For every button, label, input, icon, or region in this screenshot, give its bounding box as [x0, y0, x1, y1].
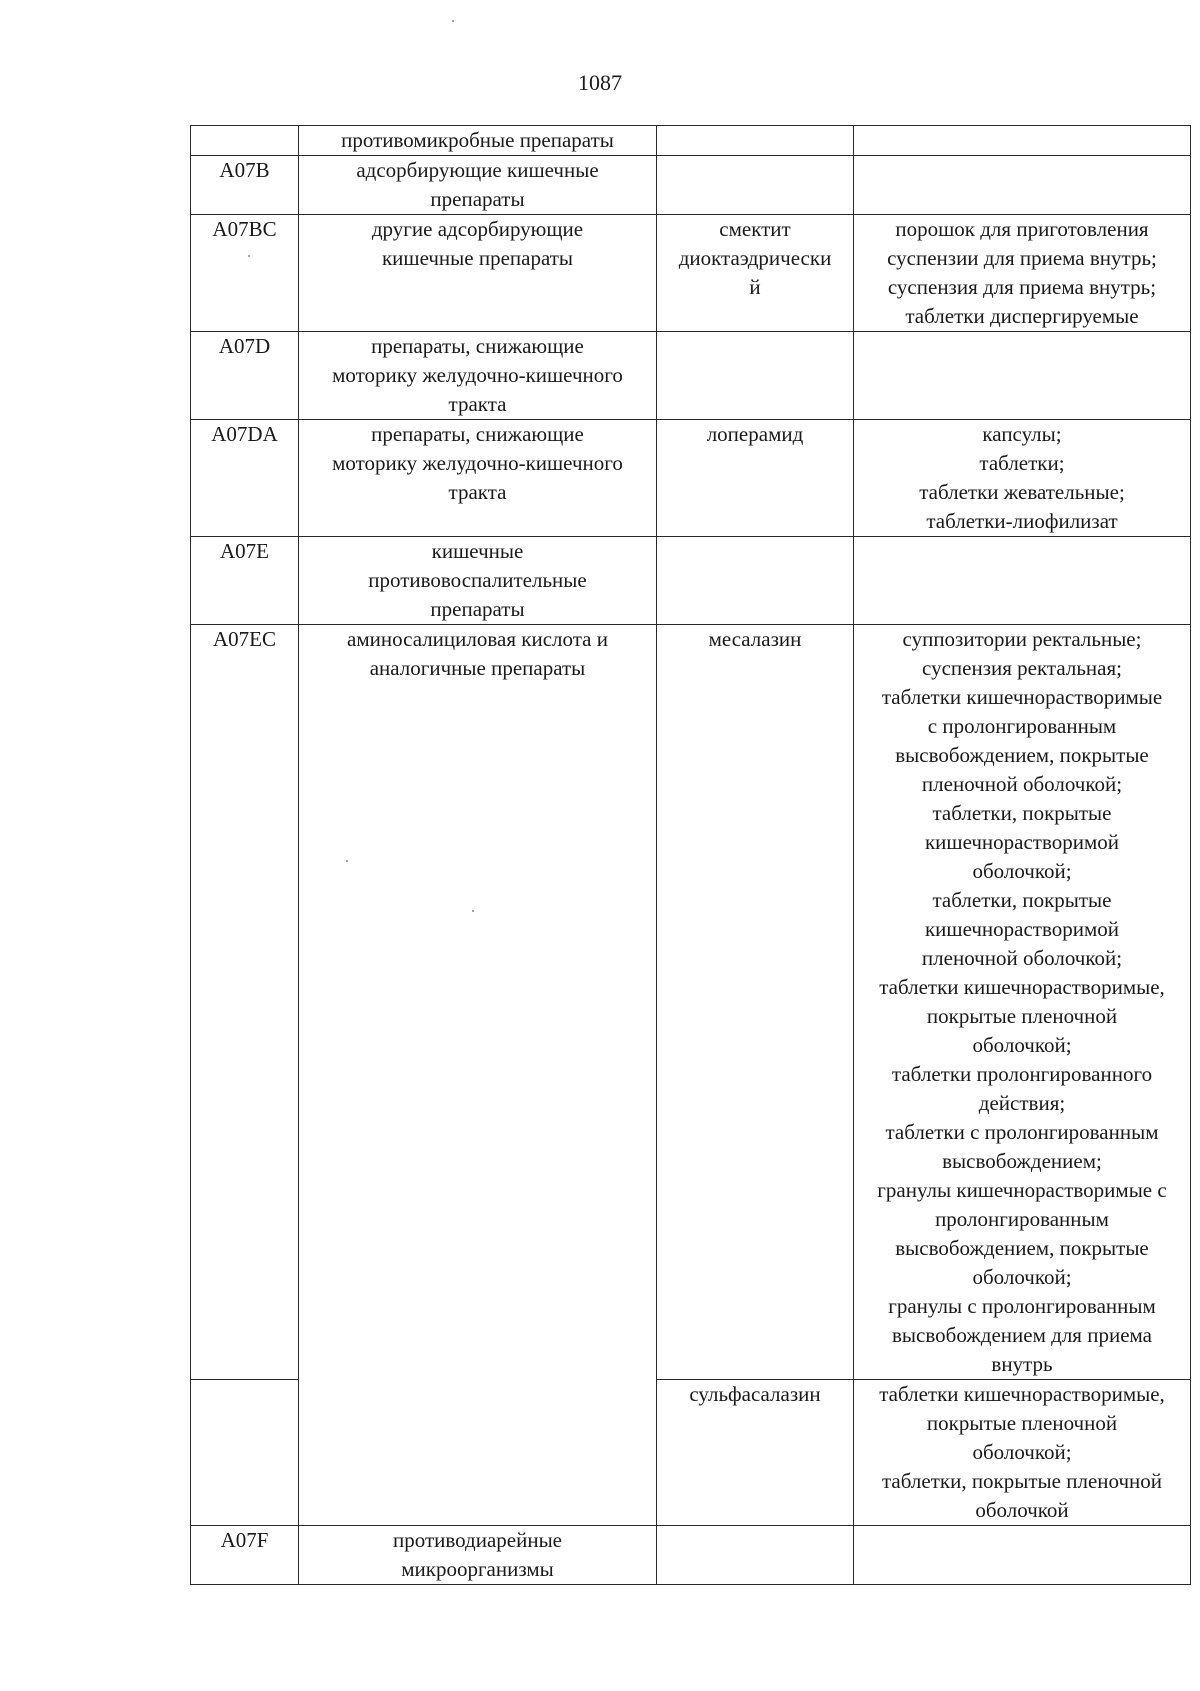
group-cell-line: другие адсорбирующие: [371, 217, 584, 241]
drug-classification-table: [190, 125, 1191, 1585]
dosage-forms-cell-line: гранулы кишечнорастворимые с: [877, 1178, 1167, 1202]
group-cell: [299, 1526, 657, 1585]
group-cell: [299, 215, 657, 332]
group-cell-line: препараты, снижающие: [371, 422, 584, 446]
group-cell-line: противомикробные препараты: [341, 128, 614, 152]
dosage-forms-cell-line: таблетки кишечнорастворимые: [881, 685, 1163, 709]
dosage-forms-cell-line: высвобождением;: [942, 1149, 1102, 1173]
substance-cell: [657, 1380, 854, 1526]
group-cell-line: препараты: [430, 187, 525, 211]
dosage-forms-cell-line: внутрь: [991, 1352, 1053, 1376]
table-body: [191, 126, 1191, 1585]
dosage-forms-cell-line: суспензии для приема внутрь;: [887, 246, 1157, 270]
scan-speck: [248, 255, 250, 257]
dosage-forms-cell-line: покрытые пленочной: [926, 1004, 1118, 1028]
atc-code-cell-line: A07B: [219, 158, 270, 182]
dosage-forms-cell: [854, 156, 1191, 215]
dosage-forms-cell-line: кишечнорастворимой: [924, 830, 1120, 854]
dosage-forms-cell-line: оболочкой;: [972, 1033, 1072, 1057]
dosage-forms-cell-line: гранулы с пролонгированным: [888, 1294, 1156, 1318]
atc-code-cell-line: A07BC: [212, 217, 277, 241]
atc-code-cell: [191, 156, 299, 215]
atc-code-cell: [191, 126, 299, 156]
dosage-forms-cell: [854, 625, 1191, 1380]
dosage-forms-cell: [854, 215, 1191, 332]
substance-cell: [657, 332, 854, 420]
atc-code-cell: [191, 1380, 299, 1526]
table-row: [191, 420, 1191, 537]
dosage-forms-cell-line: суспензия ректальная;: [922, 656, 1122, 680]
substance-cell: [657, 537, 854, 625]
table-row: [191, 215, 1191, 332]
group-cell-line: противодиарейные: [392, 1528, 562, 1552]
atc-code-cell: [191, 625, 299, 1380]
table-row: [191, 625, 1191, 1380]
atc-code-cell-line: A07DA: [211, 422, 278, 446]
table-row: [191, 537, 1191, 625]
dosage-forms-cell-line: таблетки, покрытые: [932, 888, 1112, 912]
dosage-forms-cell-line: таблетки-лиофилизат: [926, 509, 1118, 533]
group-cell-line: препараты, снижающие: [371, 334, 584, 358]
dosage-forms-cell-line: кишечнорастворимой: [924, 917, 1120, 941]
dosage-forms-cell-line: высвобождением для приема: [892, 1323, 1152, 1347]
atc-code-cell: [191, 1526, 299, 1585]
substance-cell-line: сульфасалазин: [689, 1382, 821, 1406]
dosage-forms-cell-line: пленочной оболочкой;: [921, 772, 1123, 796]
substance-cell-line: диоктаэдрически: [678, 246, 832, 270]
dosage-forms-cell-line: таблетки;: [979, 451, 1065, 475]
atc-code-cell-line: A07D: [218, 334, 271, 358]
dosage-forms-cell: [854, 126, 1191, 156]
group-cell-line: кишечные препараты: [381, 246, 574, 270]
dosage-forms-cell: [854, 537, 1191, 625]
dosage-forms-cell-line: действия;: [978, 1091, 1066, 1115]
substance-cell: [657, 215, 854, 332]
atc-code-cell: [191, 332, 299, 420]
group-cell-line: аналогичные препараты: [369, 656, 586, 680]
dosage-forms-cell-line: таблетки с пролонгированным: [885, 1120, 1159, 1144]
group-cell: [299, 126, 657, 156]
dosage-forms-cell-line: пролонгированным: [935, 1207, 1109, 1231]
atc-code-cell: [191, 420, 299, 537]
substance-cell: [657, 156, 854, 215]
scan-speck: [472, 910, 474, 912]
substance-cell: [657, 420, 854, 537]
group-cell-line: тракта: [448, 480, 507, 504]
dosage-forms-cell-line: покрытые пленочной: [926, 1411, 1118, 1435]
group-cell: [299, 420, 657, 537]
scan-speck: [346, 860, 348, 862]
dosage-forms-cell-line: пленочной оболочкой;: [921, 946, 1123, 970]
group-cell-line: моторику желудочно-кишечного: [332, 363, 623, 387]
substance-cell-line: смектит: [719, 217, 791, 241]
dosage-forms-cell-line: суспензия для приема внутрь;: [887, 275, 1157, 299]
group-cell: [299, 537, 657, 625]
dosage-forms-cell-line: капсулы;: [982, 422, 1062, 446]
scan-speck: [452, 20, 454, 22]
dosage-forms-cell-line: таблетки жевательные;: [919, 480, 1125, 504]
substance-cell: [657, 625, 854, 1380]
dosage-forms-cell-line: порошок для приготовления: [895, 217, 1149, 241]
dosage-forms-cell: [854, 1380, 1191, 1526]
group-cell-line: аминосалициловая кислота и: [347, 627, 608, 651]
substance-cell: [657, 126, 854, 156]
dosage-forms-cell-line: таблетки, покрытые: [932, 801, 1112, 825]
atc-code-cell-line: A07F: [220, 1528, 269, 1552]
page-number: 1087: [578, 70, 622, 95]
group-cell-line: препараты: [430, 597, 525, 621]
dosage-forms-cell: [854, 420, 1191, 537]
table-row: [191, 332, 1191, 420]
dosage-forms-cell-line: оболочкой;: [972, 1440, 1072, 1464]
substance-cell-line: й: [749, 275, 761, 299]
group-cell-line: противовоспалительные: [368, 568, 587, 592]
atc-code-cell-line: A07E: [220, 539, 269, 563]
dosage-forms-cell-line: оболочкой;: [972, 859, 1072, 883]
atc-code-cell-line: A07EC: [213, 627, 276, 651]
dosage-forms-cell-line: суппозитории ректальные;: [902, 627, 1142, 651]
dosage-forms-cell-line: таблетки диспергируемые: [905, 304, 1139, 328]
group-cell: [299, 156, 657, 215]
table-row: [191, 156, 1191, 215]
dosage-forms-cell-line: таблетки пролонгированного: [891, 1062, 1153, 1086]
table-row: [191, 126, 1191, 156]
dosage-forms-cell-line: с пролонгированным: [927, 714, 1117, 738]
group-cell-line: микроорганизмы: [401, 1557, 554, 1581]
group-cell-line: кишечные: [431, 539, 524, 563]
dosage-forms-cell: [854, 1526, 1191, 1585]
dosage-forms-cell-line: высвобождением, покрытые: [895, 1236, 1149, 1260]
atc-code-cell: [191, 537, 299, 625]
group-cell-line: адсорбирующие кишечные: [356, 158, 599, 182]
group-cell-line: тракта: [448, 392, 507, 416]
dosage-forms-cell-line: оболочкой;: [972, 1265, 1072, 1289]
substance-cell: [657, 1526, 854, 1585]
group-cell: [299, 332, 657, 420]
dosage-forms-cell-line: высвобождением, покрытые: [895, 743, 1149, 767]
table-row: [191, 1526, 1191, 1585]
dosage-forms-cell-line: таблетки кишечнорастворимые,: [879, 1382, 1165, 1406]
dosage-forms-cell-line: оболочкой: [975, 1498, 1069, 1522]
substance-cell-line: месалазин: [708, 627, 802, 651]
atc-code-cell: [191, 215, 299, 332]
dosage-forms-cell-line: таблетки кишечнорастворимые,: [879, 975, 1165, 999]
dosage-forms-cell: [854, 332, 1191, 420]
dosage-forms-cell-line: таблетки, покрытые пленочной: [881, 1469, 1162, 1493]
substance-cell-line: лоперамид: [706, 422, 804, 446]
group-cell: [299, 625, 657, 1526]
group-cell-line: моторику желудочно-кишечного: [332, 451, 623, 475]
